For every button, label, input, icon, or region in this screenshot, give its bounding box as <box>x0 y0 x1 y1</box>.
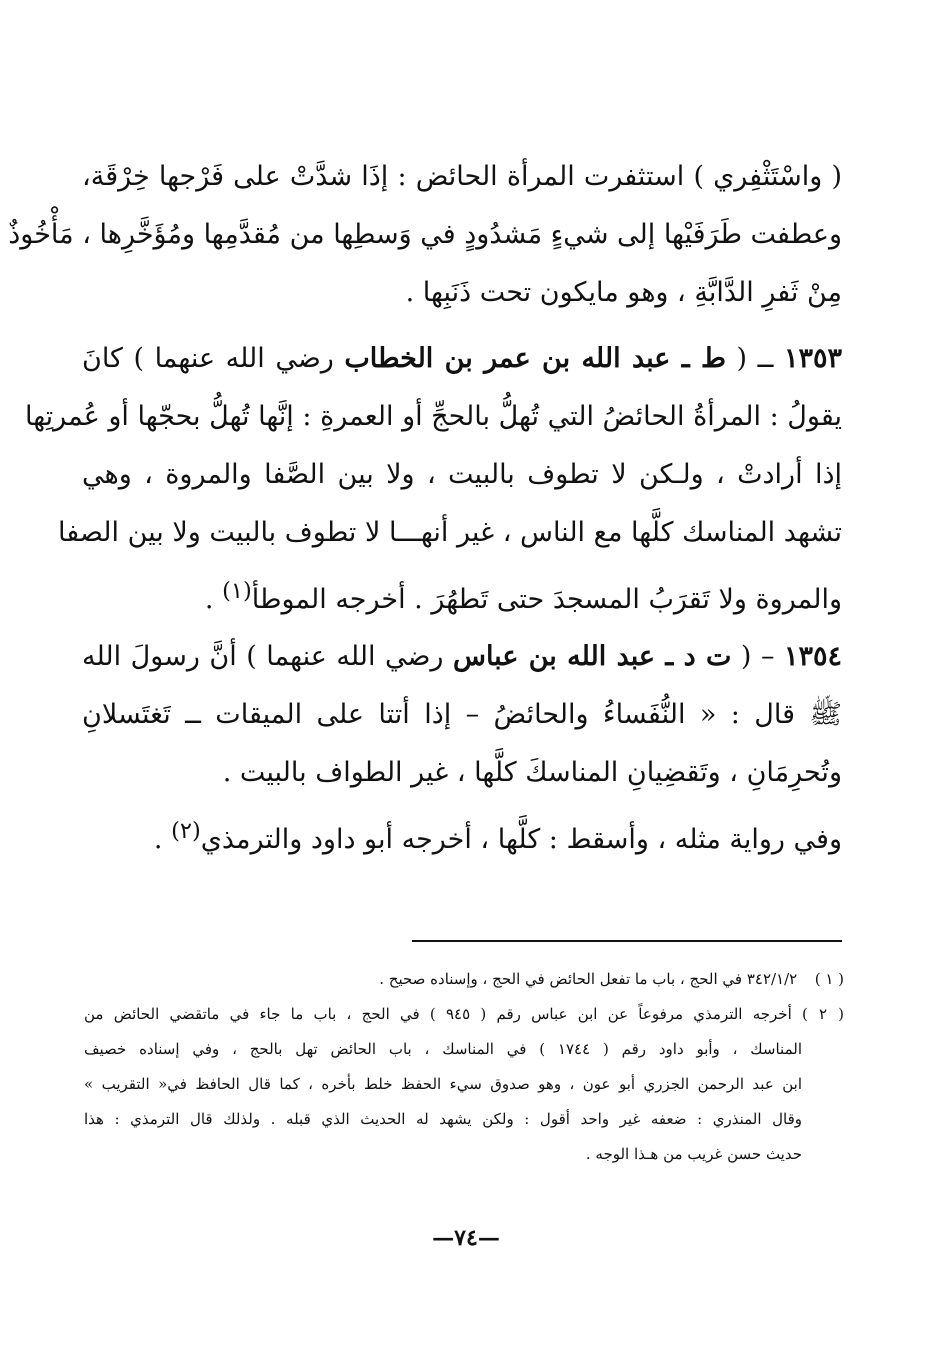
hadith-number: ١٣٥٣ <box>783 343 842 374</box>
heading-tail: أنَّ رسولَ الله <box>82 641 237 672</box>
paren-close: ) <box>246 641 257 672</box>
text-line: يقولُ : المرأةُ الحائضُ التي تُهلُّ بالحجِّ أو العمرةِ : إنَّها تُهلُّ بحجّها أو عُمرتِها <box>25 401 842 432</box>
page-number: —٧٤— <box>432 1225 500 1251</box>
blessing: رضي الله عنهما <box>154 343 334 374</box>
text-line: وتُحرِمَانِ ، وتَقضِيانِ المناسكَ كلَّها ، غير الطواف بالبيت . <box>222 757 842 788</box>
text-line-with-salawat <box>82 686 842 744</box>
footnotes <box>84 962 844 1172</box>
footnote-text: ٣٤٢/١/٢ في الحج ، باب ما تفعل الحائض في الحج ، وإسناده صحيح . <box>379 970 798 988</box>
hadith-heading-1353 <box>82 330 842 388</box>
footnote-marker: ( ٢ ) <box>802 1005 844 1023</box>
text-line: تشهد المناسك كلَّها مع الناس ، غير أنهـــا لا تطوف بالبيت ولا بين الصفا <box>58 517 842 548</box>
blessing: رضي الله عنهما <box>266 641 444 672</box>
main-text <box>8 148 842 860</box>
footnote-text: أخرجه الترمذي مرفوعاً عن ابن عباس رقم ( ٩٤٥ ) في الحج ، باب ما جاء في ماتقضي الحائض من <box>84 1005 792 1023</box>
heading-dash: ــ <box>757 343 774 374</box>
footnote-ref: (٢) <box>171 818 201 844</box>
full-stop: . <box>153 824 163 855</box>
footnote-1 <box>84 962 844 997</box>
footnote-ref: (١) <box>222 578 252 604</box>
footnote-marker: ( ١ ) <box>814 970 844 988</box>
footnote-2-line <box>84 997 844 1032</box>
heading-tail: كانَ <box>82 343 123 374</box>
footnote-2-line: وقال المنذري : ضعفه غير واحد أقول : ولكن يشهد له الحديث الذي قبله . ولذلك قال الترمذي : هذا <box>84 1110 802 1128</box>
paren-open: ( <box>740 641 752 672</box>
text-line: وفي رواية مثله ، وأسقط : كلَّها ، أخرجه أبو داود والترمذي <box>200 824 842 855</box>
paren-close: ) <box>133 343 145 374</box>
text-line: وعطفت طَرَفَيْها إلى شيءٍ مَشدُودٍ في وَسطِها من مُقدَّمِها ومُؤَخَّرِها ، مَأْخُوذٌ <box>8 219 842 250</box>
salawat-glyph: ﷺ <box>809 699 842 730</box>
text-line: مِنْ ثَفرِ الدَّابَّةِ ، وهو مايكون تحت ذَنَبِها . <box>405 277 842 308</box>
text-line: ( واسْتَثْفِري ) استثفرت المرأة الحائض : إذَا شدَّتْ على فَرْجها خِرْقَة، <box>82 161 842 192</box>
hadith-number: ١٣٥٤ <box>783 641 842 672</box>
text-line: قال : « النُّفَساءُ والحائضُ – إذا أتتا على الميقات ــ تَغتَسلانِ <box>82 699 795 730</box>
text-line-with-ref <box>82 802 842 860</box>
hadith-source: ت د ـ عبد الله بن عباس <box>452 641 732 672</box>
text-line: إذا أرادتْ ، ولـكن لا تطوف بالبيت ، ولا بين الصَّفا والمروة ، وهي <box>82 459 842 490</box>
footnote-2-line: ابن عبد الرحمن الجزري أبو عون ، وهو صدوق سيء الحفظ خلط بأخره ، كما قال الحافظ في« التقريب » <box>84 1075 802 1093</box>
paren-open: ( <box>736 343 748 374</box>
footnote-2-line: المناسك ، وأبو داود رقم ( ١٧٤٤ ) في المناسك ، باب الحائض تهل بالحج ، وفي إسناده خصيف <box>84 1040 802 1058</box>
hadith-heading-1354 <box>82 628 842 686</box>
heading-dash: – <box>760 641 775 672</box>
full-stop: . <box>204 584 214 615</box>
text-line: والمروة ولا تَقرَبُ المسجدَ حتى تَطهُرَ . أخرجه الموطأ <box>251 584 842 615</box>
hadith-source: ط ـ عبد الله بن عمر بن الخطاب <box>344 343 726 374</box>
footnote-2-line: حديث حسن غريب من هـذا الوجه . <box>585 1145 802 1163</box>
footnote-divider <box>412 940 842 942</box>
text-line-with-ref <box>82 562 842 620</box>
